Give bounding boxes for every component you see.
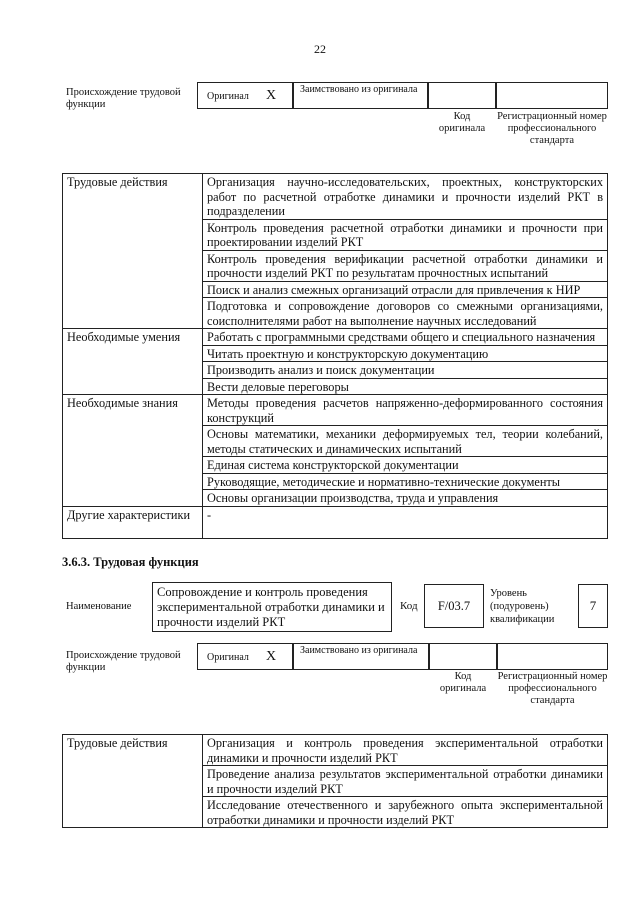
table-row bbox=[63, 506, 608, 538]
borrowed-label: Заимствовано из оригинала bbox=[300, 645, 418, 656]
borrowed-label: Заимствовано из оригинала bbox=[300, 84, 418, 95]
origin-label: Происхождение трудовой функции bbox=[66, 650, 181, 673]
labor-functions-table-1 bbox=[62, 173, 608, 539]
level-label: Уровень (подуровень) квалификации bbox=[490, 588, 555, 625]
table-cell: Единая система конструкторской документации bbox=[203, 457, 608, 474]
table-cell: Методы проведения расчетов напряженно-деформированного состояния конструкций bbox=[203, 395, 608, 426]
original-label: Оригинал bbox=[207, 91, 249, 102]
table-cell: - bbox=[203, 506, 608, 538]
table-row bbox=[63, 735, 608, 766]
table-cell: Вести деловые переговоры bbox=[203, 378, 608, 395]
table-cell: Организация научно-исследовательских, проектных, конструкторских работ по расчетной отработке динамики и прочности изделий РКТ в подразделении bbox=[203, 174, 608, 220]
name-value: Сопровождение и контроль проведения экспериментальной отработки динамики и прочности изделий РКТ bbox=[152, 582, 392, 632]
page-number: 22 bbox=[314, 42, 326, 56]
borrowed-cell bbox=[293, 82, 428, 109]
table-cell: Контроль проведения верификации расчетной отработки динамики и прочности изделий РКТ по результатам прочностных испытаний bbox=[203, 250, 608, 281]
table-cell: Поиск и анализ смежных организаций отрасли для привлечения к НИР bbox=[203, 281, 608, 298]
table-cell: Работать с программными средствами общего и специального назначения bbox=[203, 329, 608, 346]
code-value: F/03.7 bbox=[424, 584, 484, 628]
level-value: 7 bbox=[578, 584, 608, 628]
table-cell: Подготовка и сопровождение договоров со смежными организациями, соисполнителями работ на выполнение научных исследований bbox=[203, 298, 608, 329]
original-cell bbox=[197, 82, 293, 109]
table-cell: Основы организации производства, труда и управления bbox=[203, 490, 608, 507]
original-x-mark: X bbox=[266, 88, 277, 103]
code-label: Код bbox=[400, 600, 418, 612]
name-label: Наименование bbox=[66, 601, 132, 612]
original-code-cell bbox=[429, 643, 497, 670]
origin-label: Происхождение трудовой функции bbox=[66, 87, 181, 110]
reg-caption: Регистрационный номер профессионального стандарта bbox=[497, 671, 608, 706]
code-caption: Код оригинала bbox=[439, 671, 487, 694]
table-cell: Производить анализ и поиск документации bbox=[203, 362, 608, 379]
table-cell: Контроль проведения расчетной отработки динамики и прочности при проектировании изделий РКТ bbox=[203, 219, 608, 250]
reg-number-cell bbox=[496, 82, 608, 109]
table-cell: Читать проектную и конструкторскую документацию bbox=[203, 345, 608, 362]
table-cell: Проведение анализа результатов экспериментальной отработки динамики и прочности изделий РКТ bbox=[203, 766, 608, 797]
row-head: Трудовые действия bbox=[63, 735, 203, 828]
section-title: 3.6.3. Трудовая функция bbox=[62, 555, 199, 569]
table-row bbox=[63, 329, 608, 346]
table-row bbox=[63, 395, 608, 426]
table-cell: Руководящие, методические и нормативно-технические документы bbox=[203, 473, 608, 490]
original-x-mark: X bbox=[266, 649, 277, 664]
original-code-cell bbox=[428, 82, 496, 109]
row-head: Необходимые знания bbox=[63, 395, 203, 507]
original-label: Оригинал bbox=[207, 652, 249, 663]
borrowed-cell bbox=[293, 643, 429, 670]
reg-caption: Регистрационный номер профессионального стандарта bbox=[497, 111, 607, 146]
table-cell: Организация и контроль проведения экспериментальной отработки динамики и прочности изделий РКТ bbox=[203, 735, 608, 766]
row-head: Другие характеристики bbox=[63, 506, 203, 538]
code-caption: Код оригинала bbox=[438, 111, 486, 134]
row-head: Необходимые умения bbox=[63, 329, 203, 395]
table-cell: Основы математики, механики деформируемых тел, теории колебаний, методы статических и динамических испытаний bbox=[203, 426, 608, 457]
reg-number-cell bbox=[497, 643, 608, 670]
row-head: Трудовые действия bbox=[63, 174, 203, 329]
original-cell bbox=[197, 643, 293, 670]
table-cell: Исследование отечественного и зарубежного опыта экспериментальной отработки динамики и прочности изделий РКТ bbox=[203, 797, 608, 828]
table-row bbox=[63, 174, 608, 220]
labor-functions-table-2 bbox=[62, 734, 608, 828]
